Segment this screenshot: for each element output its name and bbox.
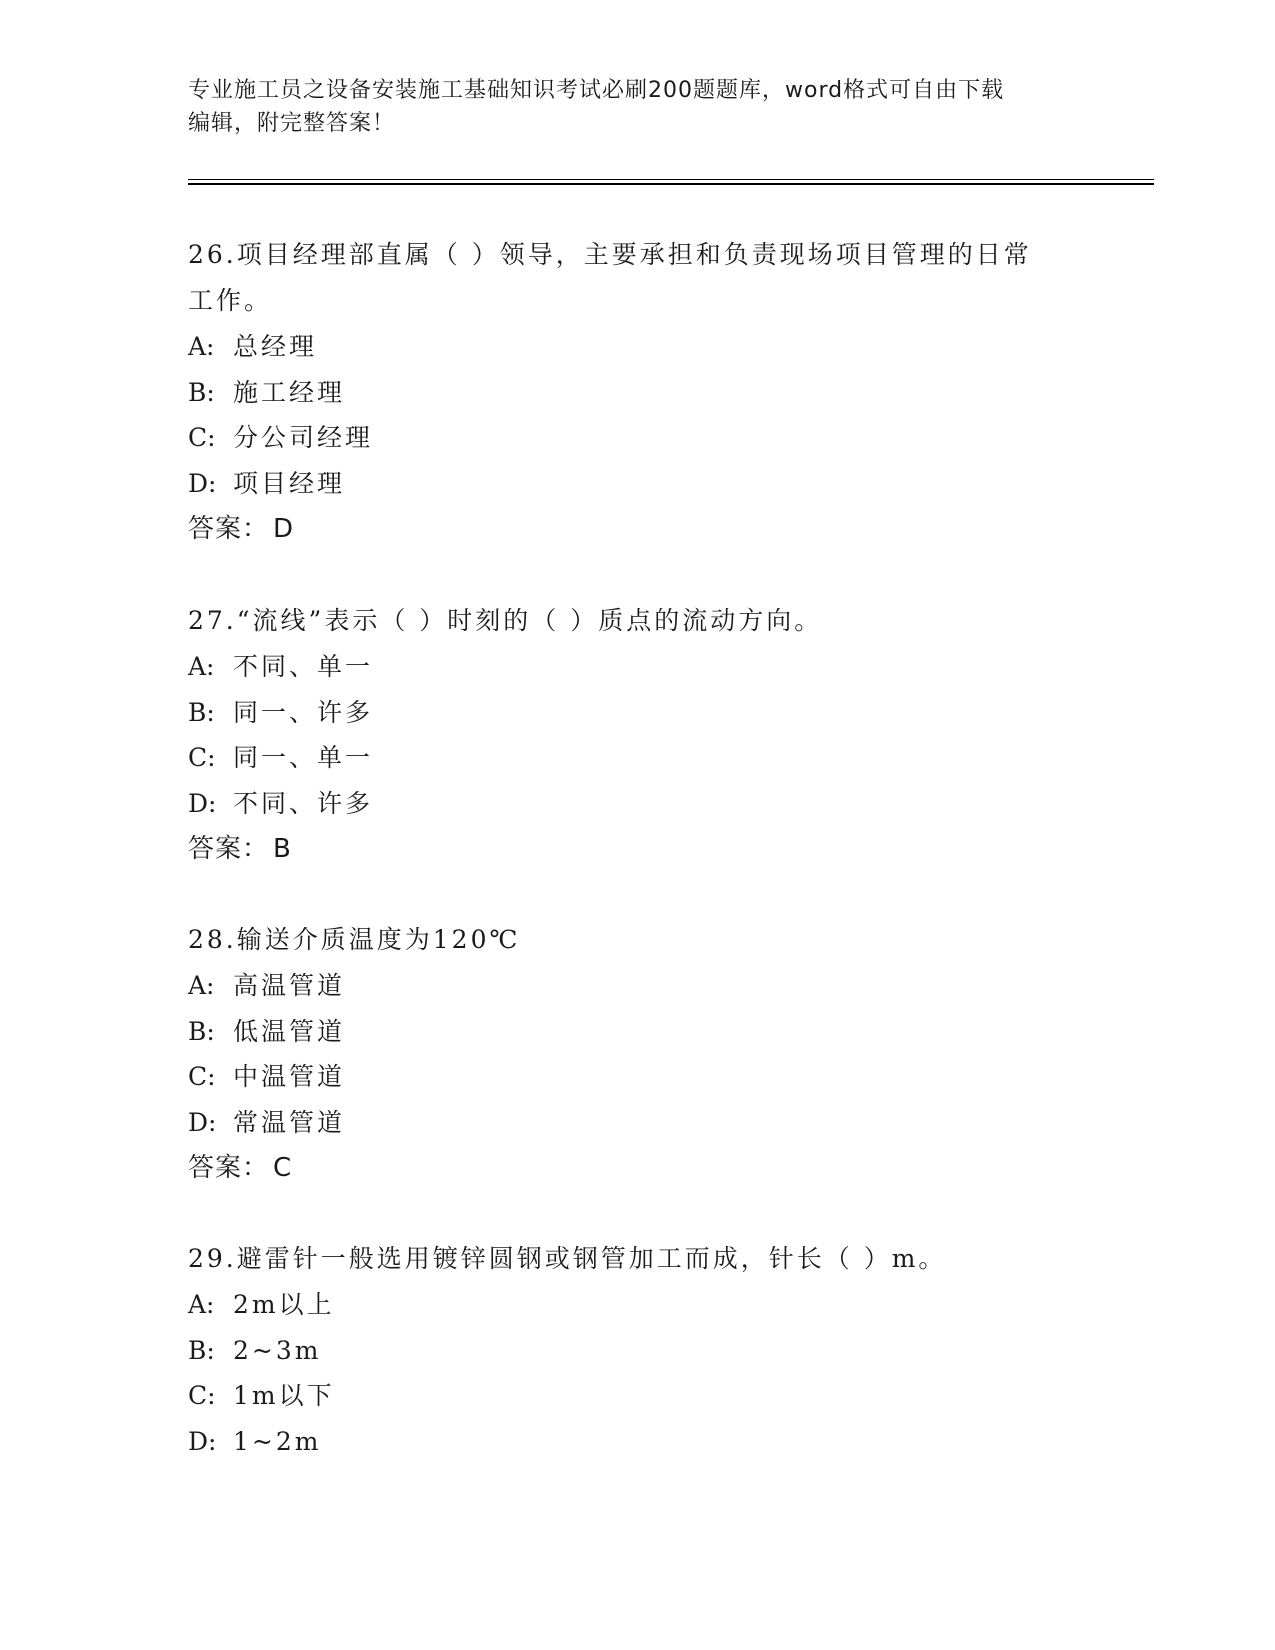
option-text: 同一、单一 [233,743,374,772]
question-stem: 28.输送介质温度为120℃ [188,925,521,954]
option-c [188,1373,1068,1419]
option-text: 总经理 [233,332,318,361]
option-letter: A: [188,1290,215,1319]
option-b [188,1328,1068,1374]
option-b [188,1009,1068,1055]
option-b [188,690,1068,736]
question-26 [188,232,1068,552]
option-letter: D: [188,1107,217,1137]
option-a [188,324,1068,370]
option-text: 常温管道 [233,1107,346,1137]
option-letter: C: [188,743,216,772]
option-letter: D: [188,788,217,818]
option-text: 不同、许多 [233,788,374,818]
answer-line [188,826,1068,872]
option-c [188,1054,1068,1100]
option-text: 同一、许多 [233,697,374,727]
header-title-line-2: 编辑，附完整答案！ [188,111,396,136]
option-letter: C: [188,423,216,452]
option-text: 分公司经理 [233,423,374,452]
question-stem-continued: 工作。 [188,286,273,315]
option-letter: B: [188,1335,215,1365]
option-text: 不同、单一 [233,652,374,681]
option-letter: D: [188,1426,217,1456]
answer-value: C [273,1153,293,1183]
option-letter: D: [188,468,217,498]
header-title-line-1: 专业施工员之设备安装施工基础知识考试必刷200题题库，word格式可自由下载 [188,78,1005,103]
question-stem: 27.“流线”表示（ ）时刻的（ ）质点的流动方向。 [188,606,823,635]
answer-label: 答案： [188,834,270,864]
question-stem: 29.避雷针一般选用镀锌圆钢或钢管加工而成，针长（ ）m。 [188,1244,947,1273]
option-text: 中温管道 [233,1062,346,1091]
option-text: 低温管道 [233,1016,346,1046]
option-letter: C: [188,1381,216,1410]
answer-value: D [273,514,295,544]
option-a [188,644,1068,690]
option-text: 1m以下 [233,1381,335,1410]
answer-label: 答案： [188,514,270,544]
option-text: 2~3m [233,1335,322,1365]
option-b [188,370,1068,416]
option-d [188,1419,1068,1465]
answer-value: B [273,834,292,864]
option-a [188,1282,1068,1328]
option-d [188,461,1068,507]
option-c [188,415,1068,461]
option-text: 1~2m [233,1426,322,1456]
option-text: 2m以上 [233,1290,335,1319]
option-d [188,781,1068,827]
option-d [188,1100,1068,1146]
option-letter: A: [188,332,215,361]
question-29 [188,1236,1068,1464]
option-c [188,735,1068,781]
option-letter: B: [188,377,215,407]
option-letter: B: [188,697,215,727]
header-divider-top [188,179,1154,180]
option-letter: A: [188,652,215,681]
header-divider-bottom [188,183,1154,185]
option-a [188,963,1068,1009]
answer-line [188,1145,1068,1191]
option-letter: B: [188,1016,215,1046]
answer-line [188,506,1068,552]
answer-label: 答案： [188,1153,270,1183]
option-letter: C: [188,1062,216,1091]
question-stem: 26.项目经理部直属（ ）领导，主要承担和负责现场项目管理的日常 [188,240,1032,269]
option-letter: A: [188,971,215,1000]
option-text: 施工经理 [233,377,346,407]
option-text: 项目经理 [233,468,346,498]
question-27 [188,598,1068,872]
option-text: 高温管道 [233,971,346,1000]
question-28 [188,917,1068,1191]
document-header [188,74,1088,140]
